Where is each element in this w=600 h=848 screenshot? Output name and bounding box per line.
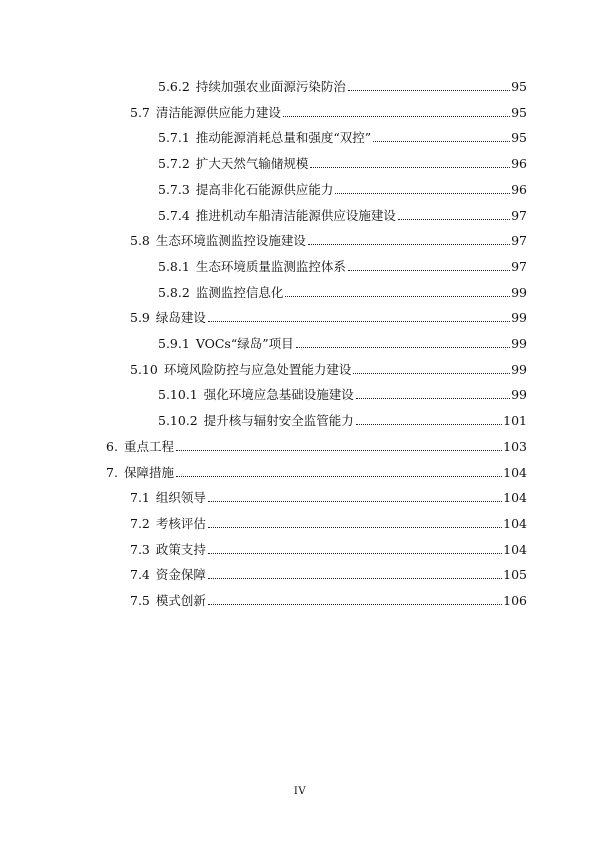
toc-entry-title: 提高非化石能源供应能力 bbox=[195, 182, 334, 197]
toc-entry-title: 环境风险防控与应急处置能力建设 bbox=[163, 362, 352, 377]
toc-entry-label bbox=[158, 414, 356, 428]
toc-entry-number: 5.9 bbox=[130, 310, 150, 325]
dot-leader bbox=[208, 527, 502, 528]
toc-entry[interactable] bbox=[158, 384, 527, 402]
toc-entry-number: 7.3 bbox=[130, 542, 150, 557]
toc-entry[interactable] bbox=[130, 307, 527, 325]
toc-entry[interactable] bbox=[130, 539, 527, 557]
toc-entry-title: 保障措施 bbox=[123, 465, 174, 480]
toc-entry-number: 7. bbox=[106, 465, 118, 480]
toc-entry-label bbox=[130, 543, 208, 557]
toc-entry[interactable] bbox=[130, 564, 527, 582]
toc-entry-title: 组织领导 bbox=[155, 490, 206, 505]
toc-entry-title: 生态环境监测监控设施建设 bbox=[155, 233, 306, 248]
toc-entry-title: 模式创新 bbox=[155, 593, 206, 608]
toc-entry-label bbox=[130, 311, 208, 325]
toc-entry-page: 106 bbox=[503, 593, 527, 608]
toc-entry-page: 104 bbox=[503, 490, 527, 505]
dot-leader bbox=[348, 90, 510, 91]
dot-leader bbox=[308, 244, 510, 245]
toc-entry-title: 提升核与辐射安全监管能力 bbox=[203, 413, 354, 428]
dot-leader bbox=[348, 270, 510, 271]
toc-entry-title: 资金保障 bbox=[155, 567, 206, 582]
toc-entry[interactable] bbox=[106, 462, 527, 480]
toc-entry-number: 5.10 bbox=[130, 362, 158, 377]
toc-entry-number: 5.7.4 bbox=[158, 208, 190, 223]
dot-leader bbox=[283, 116, 510, 117]
toc-entry[interactable] bbox=[158, 179, 527, 197]
toc-entry-label bbox=[106, 440, 176, 454]
toc-entry[interactable] bbox=[130, 487, 527, 505]
toc-entry-title: 推动能源消耗总量和强度“双控” bbox=[195, 130, 372, 145]
page-number-footer: IV bbox=[293, 786, 307, 797]
toc-entry-title: 推进机动车船清洁能源供应设施建设 bbox=[195, 208, 396, 223]
toc-entry-number: 5.9.1 bbox=[158, 336, 190, 351]
toc-entry-page: 99 bbox=[511, 362, 527, 377]
toc-entry[interactable] bbox=[158, 76, 527, 94]
toc-entry-page: 95 bbox=[511, 105, 527, 120]
toc-entry[interactable] bbox=[130, 590, 527, 608]
toc-entry-page: 99 bbox=[511, 310, 527, 325]
toc-entry[interactable] bbox=[130, 359, 527, 377]
toc-entry-title: 清洁能源供应能力建设 bbox=[155, 105, 281, 120]
toc-entry-number: 5.7 bbox=[130, 105, 150, 120]
toc-entry-title: 扩大天然气输储规模 bbox=[195, 156, 309, 171]
toc-entry-number: 7.2 bbox=[130, 516, 150, 531]
toc-entry-page: 104 bbox=[503, 542, 527, 557]
toc-entry[interactable] bbox=[158, 205, 527, 223]
toc-entry-number: 5.10.1 bbox=[158, 387, 198, 402]
dot-leader bbox=[208, 553, 502, 554]
toc-entry-page: 97 bbox=[511, 233, 527, 248]
toc-entry[interactable] bbox=[158, 153, 527, 171]
toc-entry-label bbox=[130, 234, 308, 248]
dot-leader bbox=[335, 193, 510, 194]
toc-entry-number: 5.6.2 bbox=[158, 79, 190, 94]
toc-entry[interactable] bbox=[158, 127, 527, 145]
toc-entry-number: 7.1 bbox=[130, 490, 150, 505]
toc-entry-number: 5.8 bbox=[130, 233, 150, 248]
dot-leader bbox=[398, 219, 510, 220]
toc-entry-page: 103 bbox=[503, 439, 527, 454]
toc-entry[interactable] bbox=[130, 513, 527, 531]
toc-entry-page: 96 bbox=[511, 156, 527, 171]
toc-entry-label bbox=[130, 517, 208, 531]
toc-entry-label bbox=[158, 157, 310, 171]
toc-entry-number: 5.8.1 bbox=[158, 259, 190, 274]
toc-entry-label bbox=[158, 286, 285, 300]
dot-leader bbox=[176, 476, 502, 477]
toc-entry-number: 5.8.2 bbox=[158, 285, 190, 300]
toc-entry-label bbox=[158, 80, 348, 94]
toc-entry-label bbox=[158, 183, 335, 197]
toc-entry[interactable] bbox=[130, 102, 527, 120]
toc-entry-label bbox=[158, 209, 398, 223]
dot-leader bbox=[310, 167, 510, 168]
toc-entry-page: 97 bbox=[511, 208, 527, 223]
toc-entry-label bbox=[130, 568, 208, 582]
toc-entry-number: 7.5 bbox=[130, 593, 150, 608]
toc-entry-title: 重点工程 bbox=[123, 439, 174, 454]
toc-entry-page: 99 bbox=[511, 336, 527, 351]
toc-entry-label bbox=[130, 106, 283, 120]
dot-leader bbox=[356, 424, 502, 425]
toc-entry-page: 95 bbox=[511, 79, 527, 94]
toc-entry[interactable] bbox=[158, 256, 527, 274]
toc-entry-page: 104 bbox=[503, 516, 527, 531]
toc-entry-number: 5.7.3 bbox=[158, 182, 190, 197]
toc-entry-label bbox=[158, 337, 296, 351]
toc-entry[interactable] bbox=[158, 410, 527, 428]
toc-entry-title: 生态环境质量监测监控体系 bbox=[195, 259, 346, 274]
dot-leader bbox=[296, 347, 510, 348]
toc-entry-page: 104 bbox=[503, 465, 527, 480]
toc-entry-title: 考核评估 bbox=[155, 516, 206, 531]
toc-entry-label bbox=[158, 131, 373, 145]
dot-leader bbox=[176, 450, 502, 451]
toc-entry[interactable] bbox=[106, 436, 527, 454]
dot-leader bbox=[208, 321, 510, 322]
dot-leader bbox=[373, 141, 510, 142]
toc-entry-label bbox=[158, 260, 348, 274]
dot-leader bbox=[353, 373, 510, 374]
toc-entry-page: 99 bbox=[511, 285, 527, 300]
toc-entry-number: 6. bbox=[106, 439, 118, 454]
toc-entry-title: 强化环境应急基础设施建设 bbox=[203, 387, 354, 402]
dot-leader bbox=[208, 578, 502, 579]
toc-entry-title: 持续加强农业面源污染防治 bbox=[195, 79, 346, 94]
toc-entry-number: 5.10.2 bbox=[158, 413, 198, 428]
dot-leader bbox=[285, 296, 510, 297]
toc-entry-title: VOCs“绿岛”项目 bbox=[195, 336, 294, 351]
toc-entry-label bbox=[106, 466, 176, 480]
toc-entry-label bbox=[158, 388, 356, 402]
toc-entry-number: 5.7.2 bbox=[158, 156, 190, 171]
toc-entry-number: 7.4 bbox=[130, 567, 150, 582]
toc-entry-label bbox=[130, 594, 208, 608]
toc-entry-title: 监测监控信息化 bbox=[195, 285, 284, 300]
toc-entry-title: 政策支持 bbox=[155, 542, 206, 557]
toc-entry-page: 101 bbox=[503, 413, 527, 428]
dot-leader bbox=[356, 398, 510, 399]
toc-entry-page: 96 bbox=[511, 182, 527, 197]
toc-entry-page: 99 bbox=[511, 387, 527, 402]
toc-entry-number: 5.7.1 bbox=[158, 130, 190, 145]
dot-leader bbox=[208, 604, 502, 605]
toc-entry-page: 105 bbox=[503, 567, 527, 582]
toc-entry-page: 97 bbox=[511, 259, 527, 274]
toc-entry[interactable] bbox=[130, 230, 527, 248]
toc-entry-page: 95 bbox=[511, 130, 527, 145]
dot-leader bbox=[208, 501, 502, 502]
toc-entry-label bbox=[130, 491, 208, 505]
toc-entry[interactable] bbox=[158, 282, 527, 300]
toc-entry[interactable] bbox=[158, 333, 527, 351]
toc-entry-title: 绿岛建设 bbox=[155, 310, 206, 325]
toc-entry-label bbox=[130, 363, 353, 377]
